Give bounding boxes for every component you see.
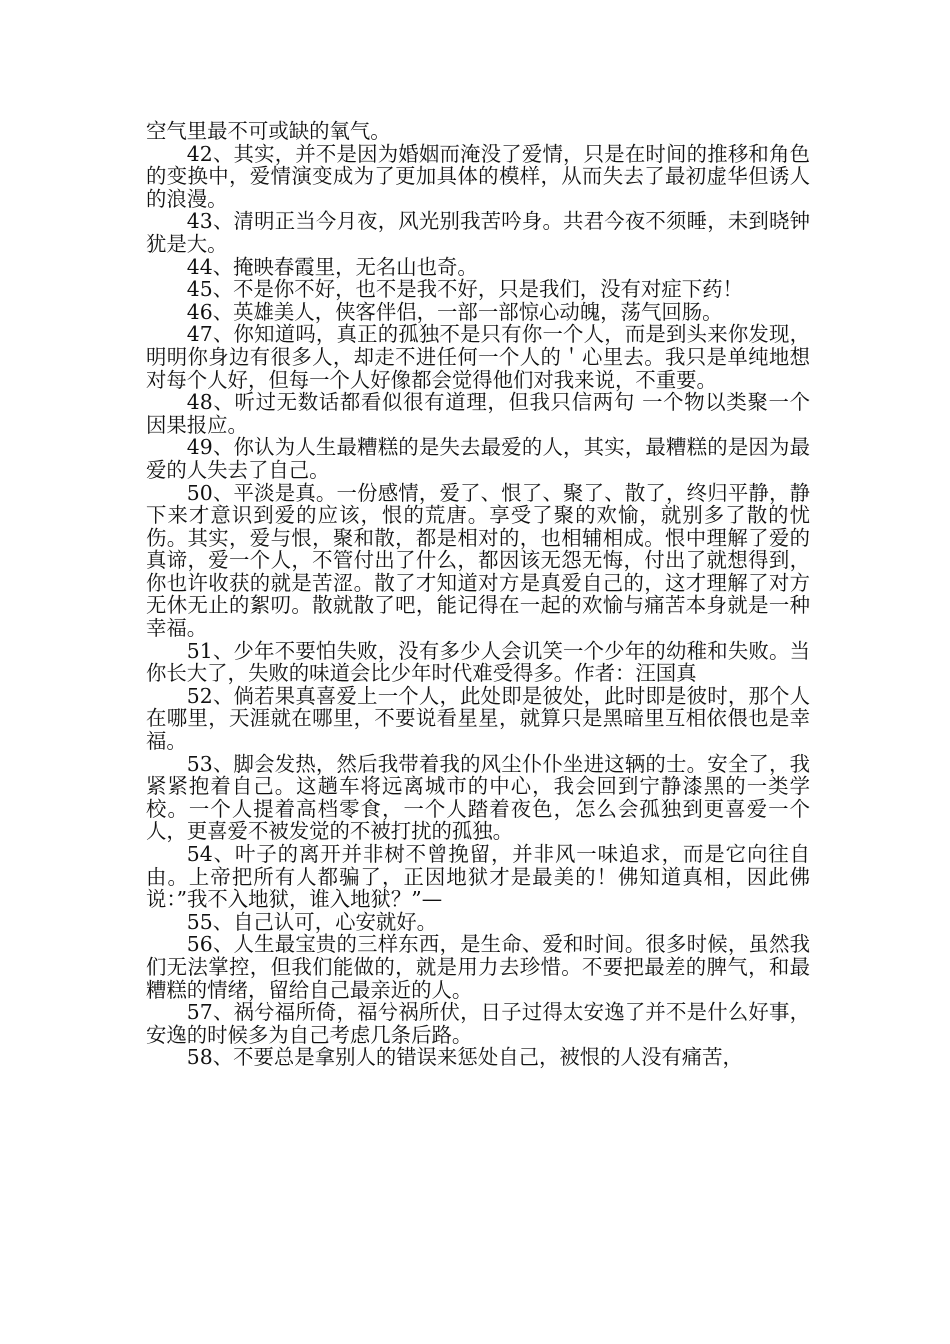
paragraph-57: 57、祸兮福所倚，福兮祸所伏，日子过得太安逸了并不是什么好事，安逸的时候多为自己考虑几条后路。 (146, 1000, 810, 1047)
paragraph-51: 51、少年不要怕失败，没有多少人会讥笑一个少年的幼稚和失败。当你长大了，失败的味道会比少年时代难受得多。作者：汪国真 (146, 638, 810, 686)
paragraph-46: 46、英雄美人，侠客伴侣，一部一部惊心动魄，荡气回肠。 (186, 299, 723, 324)
document-body (146, 120, 810, 1069)
paragraph-53: 53、脚会发热，然后我带着我的风尘仆仆坐进这辆的士。安全了，我紧紧抱着自己。这趟车将远离城市的中心，我会回到宁静漆黑的一类学校。一个人提着高档零食，一个人踏着夜色，怎么会孤独到更喜爱一个人，更喜爱不被发觉的不被打扰的孤独。 (146, 751, 810, 844)
paragraph-56: 56、人生最宝贵的三样东西，是生命、爱和时间。很多时候，虽然我们无法掌控，但我们能做的，就是用力去珍惜。不要把最差的脾气，和最糟糕的情绪，留给自己最亲近的人。 (146, 932, 810, 1002)
paragraph-44: 44、掩映春霞里，无名山也奇。 (186, 254, 478, 279)
paragraph-45: 45、不是你不好，也不是我不好，只是我们，没有对症下药！ (186, 277, 743, 302)
paragraph-48: 48、听过无数话都看似很有道理，但我只信两句 一个物以类聚一个因果报应。 (146, 390, 810, 437)
paragraph-55: 55、自己认可，心安就好。 (186, 909, 438, 934)
paragraph-47: 47、你知道吗，真正的孤独不是只有你一个人，而是到头来你发现，明明你身边有很多人，却走不进任何一个人的＇心里去。我只是单纯地想对每个人好，但每一个人好像都会觉得他们对我来说，不重要。 (146, 322, 810, 392)
paragraph-continuation: 空气里最不可或缺的氧气。 (146, 119, 391, 143)
paragraph-42: 42、其实，并不是因为婚姻而淹没了爱情，只是在时间的推移和角色的变换中，爱情演变成为了更加具体的模样，从而失去了最初虚华但诱人的浪漫。 (146, 141, 810, 211)
paragraph-49: 49、你认为人生最糟糕的是失去最爱的人，其实，最糟糕的是因为最爱的人失去了自己。 (146, 435, 810, 482)
paragraph-50: 50、平淡是真。一份感情，爱了、恨了、聚了、散了，终归平静，静下来才意识到爱的应该，恨的荒唐。享受了聚的欢愉，就别多了散的忧伤。其实，爱与恨，聚和散，都是相对的，也相辅相成。恨中理解了爱的真谛，爱一个人，不管付出了什么，都因该无怨无悔，付出了就想得到，你也许收获的就是苦涩。散了才知道对方是真爱自己的，这才理解了对方无休无止的絮叨。散就散了吧，能记得在一起的欢愉与痛苦本身就是一种幸福。 (146, 480, 810, 641)
paragraph-54: 54、叶子的离开并非树不曾挽留，并非风一味追求，而是它向往自由。上帝把所有人都骗了，正因地狱才是最美的！佛知道真相，因此佛说：”我不入地狱，谁入地狱？”— (146, 842, 810, 912)
paragraph-52: 52、倘若果真喜爱上一个人，此处即是彼处，此时即是彼时，那个人在哪里，天涯就在哪里，不要说看星星，就算只是黑暗里互相依偎也是幸福。 (146, 683, 810, 754)
paragraph-43: 43、清明正当今月夜，风光别我苦吟身。共君今夜不须睡，未到晓钟犹是大。 (146, 209, 810, 256)
paragraph-58: 58、不要总是拿别人的错误来惩处自己，被恨的人没有痛苦， (186, 1045, 743, 1070)
